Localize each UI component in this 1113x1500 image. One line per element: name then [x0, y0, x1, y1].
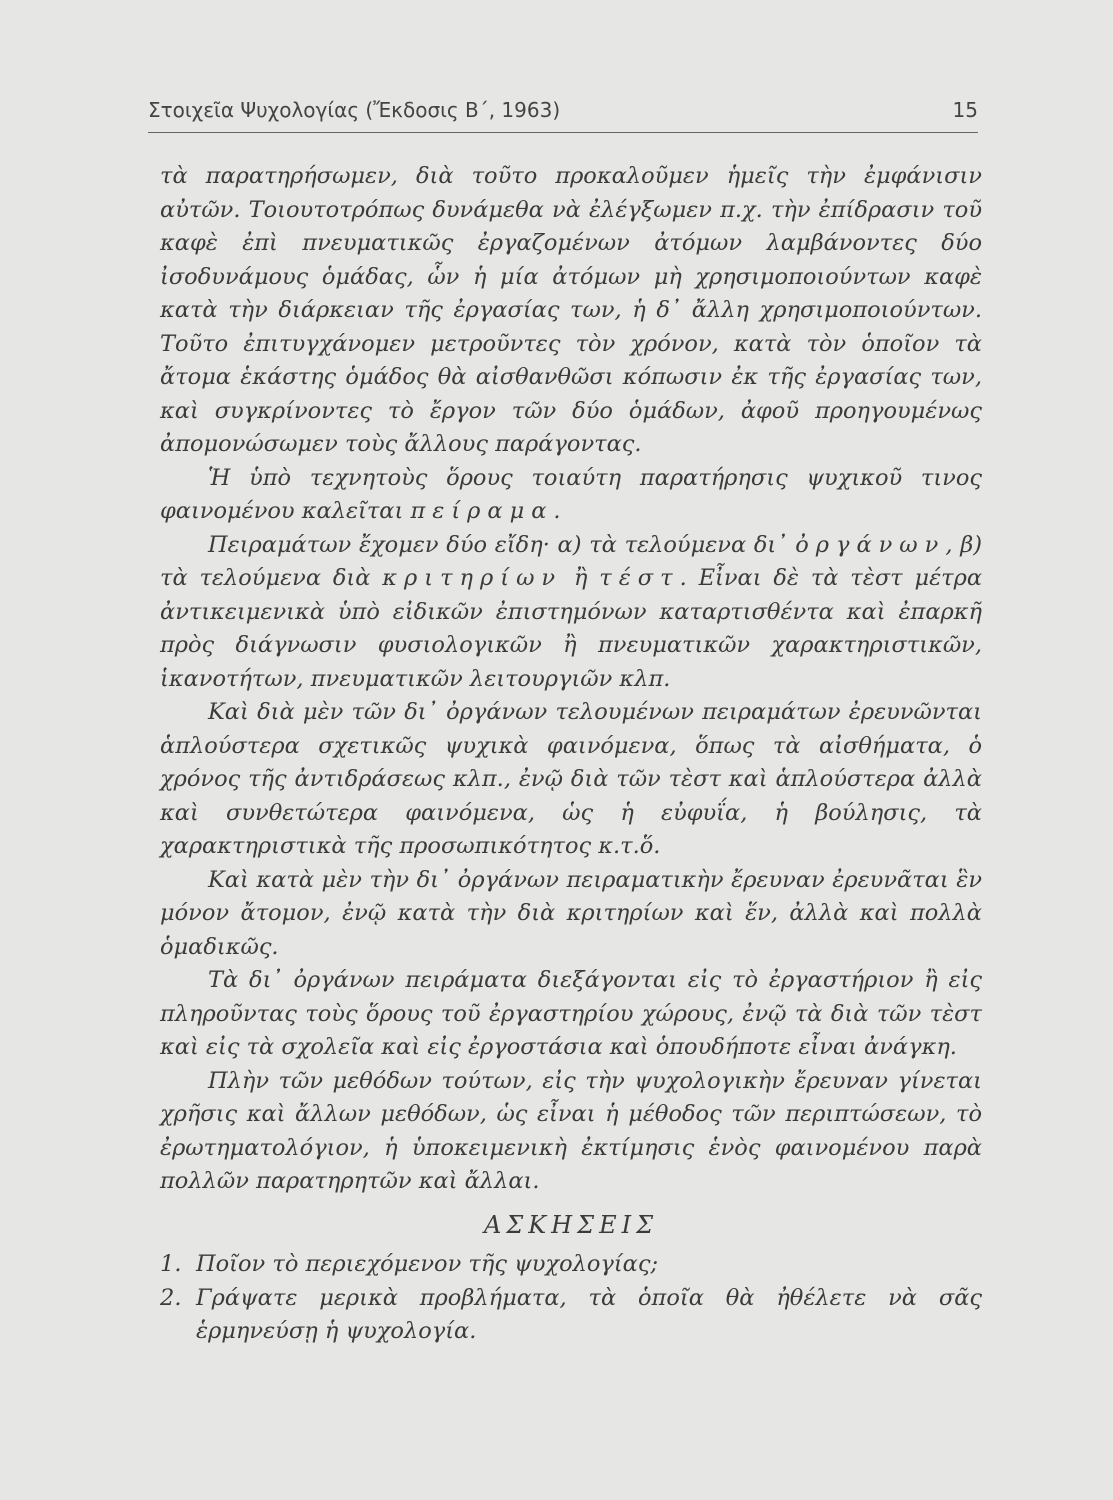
- paragraph-2-text: Ἡ ὑπὸ τεχνητοὺς ὅρους τοιαύτη παρατήρησις ψυχικοῦ τινος φαινομένου καλεῖται: [160, 464, 982, 524]
- exercise-item: [160, 1282, 982, 1349]
- paragraph-3-part-a: Πειραμάτων ἔχομεν δύο εἴδη· α) τὰ τελούμενα δι᾽: [208, 531, 788, 558]
- paragraph-3-part-d: . Εἶναι δὲ τὰ τὲστ μέτρα ἀντικειμενικὰ ὑπὸ εἰδικῶν ἐπιστημόνων καταρτισθέντα καὶ ἐπαρκῆ πρὸς διάγνωσιν φυσιολογικῶν ἢ πνευματικῶν χαρακτηριστικῶν, ἱκανοτήτων, πνευματικῶν λειτουργιῶν κλπ.: [160, 565, 983, 692]
- paragraph-3-part-b: , β) τὰ τελούμενα διὰ: [160, 531, 982, 591]
- term-test: τέστ: [599, 565, 680, 591]
- page-header: [148, 92, 978, 133]
- exercises-title: ΑΣΚΗΣΕΙΣ: [483, 1210, 659, 1239]
- paragraph-4: Καὶ διὰ μὲν τῶν δι᾽ ὀργάνων τελουμένων πειραμάτων ἐρευνῶνται ἁπλούστερα σχετικῶς ψυχικὰ φαινόμενα, ὅπως τὰ αἰσθήματα, ὁ χρόνος τῆς ἀντιδράσεως κλπ., ἐνῷ διὰ τῶν τὲστ καὶ ἁπλούστερα ἀλλὰ καὶ συνθετώτερα φαινόμενα, ὡς ἡ εὐφυΐα, ἡ βούλησις, τὰ χαρακτηριστικὰ τῆς προσωπικότητος κ.τ.ὅ.: [160, 699, 982, 859]
- exercise-number: 1.: [160, 1251, 182, 1277]
- exercise-item: [160, 1248, 982, 1282]
- main-text: [160, 160, 982, 1349]
- paragraph-2-end: .: [553, 498, 561, 524]
- running-head: Στοιχεῖα Ψυχολογίας (Ἔκδοσις Β΄, 1963): [148, 98, 561, 122]
- paragraph-1: τὰ παρατηρήσωμεν, διὰ τοῦτο προκαλοῦμεν ἡμεῖς τὴν ἐμφάνισιν αὐτῶν. Τοιουτοτρόπως δυνάμεθα νὰ ἐλέγξωμεν π.χ. τὴν ἐπίδρασιν τοῦ καφὲ ἐπὶ πνευματικῶς ἐργαζομένων ἀτόμων λαμβάνοντες δύο ἰσοδυνάμους ὁμάδας, ὧν ἡ μία ἀτόμων μὴ χρησιμοποιούντων καφὲ κατὰ τὴν διάρκειαν τῆς ἐργασίας των, ἡ δ᾽ ἄλλη χρησιμοποιούντων. Τοῦτο ἐπιτυγχάνομεν μετροῦντες τὸν χρόνον, κατὰ τὸν ὁποῖον τὰ ἄτομα ἑκάστης ὁμάδος θὰ αἰσθανθῶσι κόπωσιν ἐκ τῆς ἐργασίας των, καὶ συγκρίνοντες τὸ ἔργον τῶν δύο ὁμάδων, ἀφοῦ προηγουμένως ἀπομονώσωμεν τοὺς ἄλλους παράγοντας.: [160, 163, 982, 457]
- paragraph-2: [160, 462, 982, 529]
- exercise-text: Ποῖον τὸ περιεχόμενον τῆς ψυχολογίας;: [196, 1251, 659, 1277]
- paragraph-3: [160, 529, 982, 697]
- paragraph-7: Πλὴν τῶν μεθόδων τούτων, εἰς τὴν ψυχολογικὴν ἔρευναν γίνεται χρῆσις καὶ ἄλλων μεθόδων, ὡς εἶναι ἡ μέθοδος τῶν περιπτώσεων, τὸ ἐρωτηματολόγιον, ἡ ὑποκειμενικὴ ἐκτίμησις ἑνὸς φαινομένου παρὰ πολλῶν παρατηρητῶν καὶ ἄλλαι.: [160, 1067, 982, 1194]
- exercise-number: 2.: [160, 1284, 182, 1311]
- page-number: 15: [952, 98, 978, 122]
- paragraph-3-part-c: ἢ: [573, 565, 588, 591]
- term-organon: ὀργάνων: [795, 531, 946, 558]
- exercise-text: Γράψατε μερικὰ προβλήματα, τὰ ὁποῖα θὰ ἠθέλετε νὰ σᾶς ἑρμηνεύσῃ ἡ ψυχολογία.: [196, 1284, 982, 1344]
- term-peirama: πείραμα: [410, 498, 554, 524]
- paragraph-5: Καὶ κατὰ μὲν τὴν δι᾽ ὀργάνων πειραματικὴν ἔρευναν ἐρευνᾶται ἓν μόνον ἄτομον, ἐνῷ κατὰ τὴν διὰ κριτηρίων καὶ ἕν, ἀλλὰ καὶ πολλὰ ὁμαδικῶς.: [160, 866, 982, 960]
- term-kritirion: κριτηρίων: [382, 565, 563, 591]
- paragraph-6: Τὰ δι᾽ ὀργάνων πειράματα διεξάγονται εἰς τὸ ἐργαστήριον ἢ εἰς πληροῦντας τοὺς ὅρους τοῦ ἐργαστηρίου χώρους, ἐνῷ τὰ διὰ τῶν τὲστ καὶ εἰς τὰ σχολεῖα καὶ εἰς ἐργοστάσια καὶ ὁπουδήποτε εἶναι ἀνάγκη.: [160, 967, 982, 1060]
